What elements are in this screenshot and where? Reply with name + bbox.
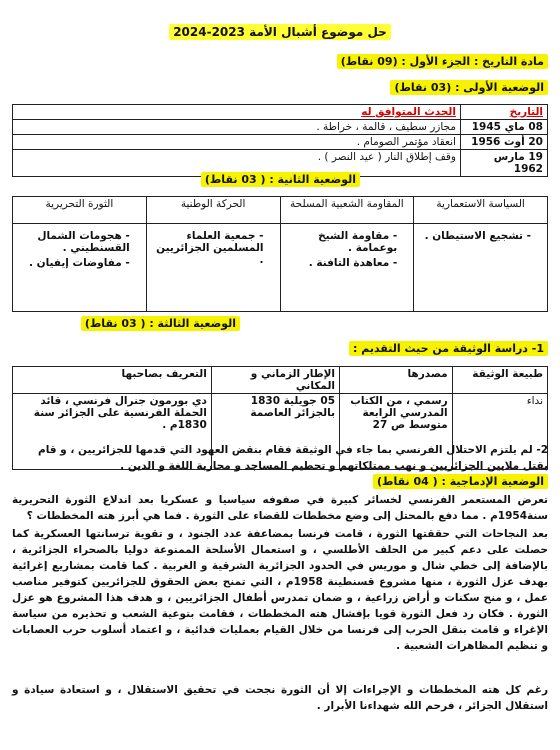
situation3-heading-text: الوضعية الثالثة : ( 03 نقاط) [81, 316, 240, 331]
situation3-q1 [349, 341, 548, 356]
row-date: 08 ماي 1945 [460, 120, 547, 135]
list-item: - مفاوضات إيفيان . [17, 257, 130, 269]
situation3-heading [81, 316, 240, 331]
row-date: 20 أوت 1956 [460, 135, 547, 150]
cell-doc-type: نداء [452, 394, 547, 470]
row-event: وقف إطلاق النار ( عيد النصر ) . [13, 150, 461, 177]
situation3-q2: 2- لم يلتزم الاحتلال الفرنسي بما جاء في الوثيقة فقام بنقض العهود التي قدمها للجزائريين ، و قام بقتل ملايين الجزائريين و نهب ممتلكاتهم و تحطيم المساجد و محاربة اللغة و الدين . [38, 444, 548, 472]
cell-author: دي بورمون جنرال فرنسي ، قائد الحملة الفرنسية على الجزائر سنة 1830م . [13, 394, 212, 470]
header-date: التاريخ [460, 105, 547, 120]
integration-intro: تعرض المستعمر الفرنسي لخسائر كبيرة في صفوفه سياسيا و عسكريا بعد اندلاع الثورة التحريرية سنة1954م . مما دفع بالمحتل إلى وضع مخططات للقضاء على الثورة . فما هي أبرز هته المخططات ؟ [12, 494, 548, 522]
table-row [13, 120, 548, 135]
header-event: الحدث المتوافق له [13, 105, 461, 120]
integration-heading [373, 474, 548, 489]
table-row [13, 223, 548, 311]
integration-conclusion: رغم كل هته المخططات و الإجراءات إلا أن الثورة نجحت في تحقيق الاستقلال ، و استعادة سيادة و استقلال الجزائر ، فرحم الله شهداءنا الأبرار . [12, 684, 548, 712]
situation1-heading [390, 80, 548, 95]
header-colonial-policy: السياسة الاستعمارية [414, 197, 548, 224]
situation3-q1-text: 1- دراسة الوثيقة من حيث التقديم : [349, 341, 548, 356]
list-item: - مقاومة الشيخ بوعمامة . [285, 230, 398, 254]
table-row [13, 135, 548, 150]
table-header-row [13, 367, 548, 394]
situation2-heading-text: الوضعية الثانية : ( 03 نقاط) [201, 172, 360, 187]
row-date: 19 مارس 1962 [460, 150, 547, 177]
situation2-heading [201, 172, 360, 187]
situation1-table [12, 104, 548, 177]
header-time-place: الإطار الزماني و المكاني [211, 367, 339, 394]
title-text: حل موضوع أشبال الأمة 2023-2024 [169, 24, 391, 40]
table-header-row [13, 105, 548, 120]
integration-heading-text: الوضعية الإدماجية : ( 04 نقاط) [373, 474, 548, 489]
list-item: - معاهدة التافنة . [285, 257, 398, 269]
row-event: مجازر سطيف ، قالمة ، خراطة . [13, 120, 461, 135]
subject-line [337, 54, 548, 69]
subject-line-text: مادة التاريخ : الجزء الأول : (09 نقاط) [337, 54, 548, 69]
header-popular-resistance: المقاومة الشعبية المسلحة [280, 197, 414, 224]
cell-time-place: 05 جويلية 1830 بالجزائر العاصمة [211, 394, 339, 470]
cell-national-movement [146, 223, 280, 311]
cell-popular-resistance [280, 223, 414, 311]
table-header-row [13, 197, 548, 224]
page-title [0, 24, 560, 40]
header-source: مصدرها [340, 367, 453, 394]
header-doc-type: طبيعة الوثيقة [452, 367, 547, 394]
header-national-movement: الحركة الوطنية [146, 197, 280, 224]
situation1-heading-text: الوضعية الأولى : (03 نقاط) [390, 80, 548, 95]
header-author: التعريف بصاحبها [13, 367, 212, 394]
row-event: انعقاد مؤتمر الصومام . [13, 135, 461, 150]
list-item: - تشجيع الاستيطان . [418, 230, 531, 242]
header-liberation-revolution: الثورة التحريرية [13, 197, 147, 224]
list-item: - هجومات الشمال القسنطيني . [17, 230, 130, 254]
integration-body: بعد النجاحات التي حققتها الثورة ، قامت فرنسا بمضاعفة عدد الجنود ، و تقوية ترسانتها العسكرية كما حصلت على دعم كبير من الحلف الأطلسي ، و استعمال الأسلحة الممنوعة دوليا بالصحراء الجزائرية ، بالإضافة إلى خطي شال و موريس في الحدود الجزائرية الشرقية و الغربية . كما قامت بمشاريع إغرائية بهدف عزل الثورة ، منها مشروع قسنطينة 1958م ، التي تمنح بعض الحقوق للجزائريين كتوفير مناصب عمل ، و منح سكنات و أراض زراعية ، و ضمان تمدرس أطفال الجزائريين ، و هدف هذا المشروع هو عزل الثورة . فكان رد فعل الثورة قويا بإفشال هته المخططات ، فقامت بتوعية الشعب و تحذيره من سياسة الإغراء و قامت بنقل الحرب إلى فرنسا من خلال القيام بعمليات فدائية ، و اعتماد أسلوب حرب العصابات و تنظيم المظاهرات الشعبية . [12, 528, 548, 652]
cell-colonial-policy [414, 223, 548, 311]
cell-liberation-revolution [13, 223, 147, 311]
cell-source: رسمي ، من الكتاب المدرسي الرابعة متوسط ص 27 [340, 394, 453, 470]
situation2-table [12, 196, 548, 312]
list-item: - جمعية العلماء المسلمين الجزائريين . [151, 230, 264, 266]
